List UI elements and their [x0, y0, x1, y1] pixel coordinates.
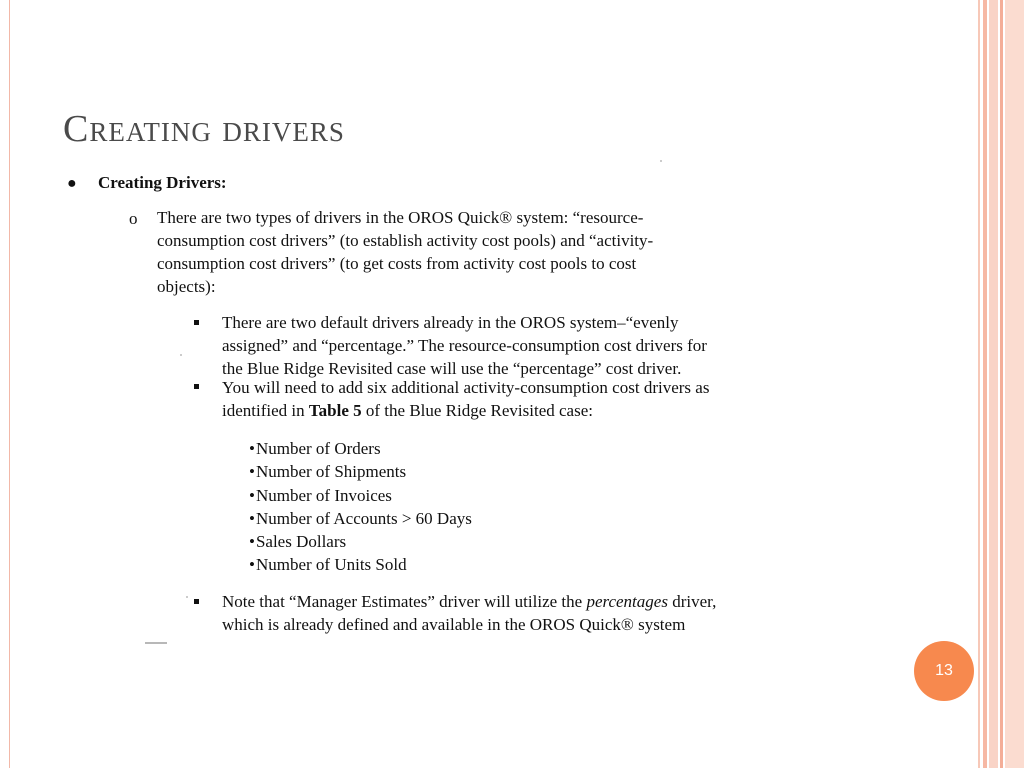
driver-list-item: • Number of Shipments	[249, 460, 406, 483]
table-reference: Table 5	[308, 401, 362, 420]
scan-artifact	[186, 596, 188, 598]
square-bullet-icon	[194, 384, 199, 389]
intro-line: consumption cost drivers” (to get costs from activity cost pools to cost	[157, 254, 637, 273]
point-two-line: You will need to add six additional activity-consumption cost drivers as	[222, 378, 710, 397]
square-bullet-icon	[194, 599, 199, 604]
slide-title: Creating drivers	[63, 108, 345, 150]
driver-list-item: • Number of Accounts > 60 Days	[249, 507, 472, 530]
point-two-text: of the Blue Ridge Revisited case:	[361, 401, 593, 420]
note-emphasis: percentages	[586, 592, 668, 611]
point-two-line	[222, 399, 709, 422]
section-heading: Creating Drivers:	[98, 173, 227, 192]
point-two	[222, 376, 709, 422]
intro-paragraph	[157, 206, 653, 298]
circle-bullet-icon: o	[129, 209, 138, 228]
point-one	[222, 311, 707, 380]
point-one-line: the Blue Ridge Revisited case will use the “percentage” cost driver.	[222, 359, 682, 378]
intro-line: consumption cost drivers” (to establish activity cost pools) and “activity-	[157, 231, 654, 250]
bullet-icon: ●	[67, 175, 77, 192]
note-line: which is already defined and available in the OROS Quick® system	[222, 615, 686, 634]
driver-list-item: • Sales Dollars	[249, 530, 346, 553]
point-one-line: There are two default drivers already in the OROS system–“evenly	[222, 313, 679, 332]
note-line	[222, 590, 716, 613]
point-one-line: assigned” and “percentage.” The resource-consumption cost drivers for	[222, 336, 707, 355]
driver-list-item: • Number of Invoices	[249, 484, 392, 507]
note-text: driver,	[667, 592, 717, 611]
slide-number-badge: 13	[914, 641, 974, 701]
scan-artifact	[145, 642, 167, 644]
point-two-text: identified in	[222, 401, 309, 420]
intro-line: objects):	[157, 277, 216, 296]
intro-line: There are two types of drivers in the OROS Quick® system: “resource-	[157, 208, 644, 227]
scan-artifact	[660, 160, 662, 162]
note-text: Note that “Manager Estimates” driver will utilize the	[222, 592, 587, 611]
scan-artifact	[180, 354, 182, 356]
driver-list-item: • Number of Orders	[249, 437, 381, 460]
square-bullet-icon	[194, 320, 199, 325]
driver-list-item: • Number of Units Sold	[249, 553, 407, 576]
note-paragraph	[222, 590, 716, 636]
